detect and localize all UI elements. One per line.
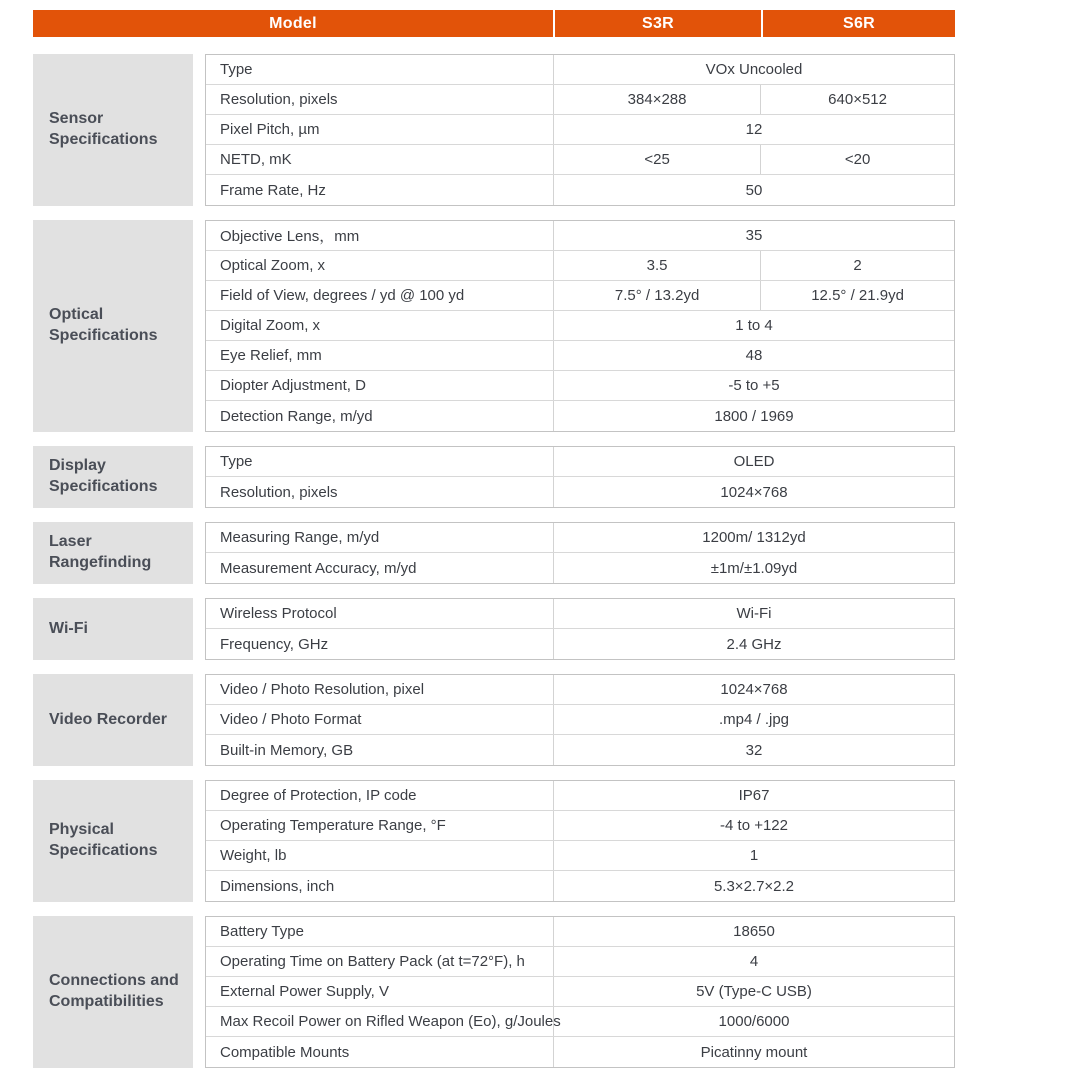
spec-value-both: 4 bbox=[749, 953, 759, 970]
spec-value-both: Wi-Fi bbox=[736, 605, 772, 622]
spec-label: Wireless Protocol bbox=[206, 599, 554, 628]
spec-label: Eye Relief, mm bbox=[206, 341, 554, 370]
spec-row bbox=[206, 675, 954, 705]
spec-label: Video / Photo Format bbox=[206, 705, 554, 734]
spec-label: Max Recoil Power on Rifled Weapon (Eo), g/Joules bbox=[206, 1007, 554, 1036]
spec-value-both: -4 to +122 bbox=[720, 817, 788, 834]
section-title: Display Specifications bbox=[33, 446, 193, 508]
spec-row bbox=[206, 311, 954, 341]
spec-values bbox=[554, 311, 954, 340]
spec-row bbox=[206, 85, 954, 115]
spec-values bbox=[554, 781, 954, 810]
spec-value-both: 18650 bbox=[733, 923, 775, 940]
spec-label: Detection Range, m/yd bbox=[206, 401, 554, 431]
spec-value-both: IP67 bbox=[738, 787, 770, 804]
spec-label: Frequency, GHz bbox=[206, 629, 554, 659]
section-title: Sensor Specifications bbox=[33, 54, 193, 206]
spec-value-both: 5V (Type-C USB) bbox=[696, 983, 812, 1000]
header-model-cell: Model bbox=[269, 14, 317, 32]
spec-row bbox=[206, 553, 954, 583]
spec-value-s3r: <25 bbox=[554, 145, 761, 174]
spec-row bbox=[206, 977, 954, 1007]
spec-values bbox=[554, 871, 954, 901]
spec-value-s6r: 12.5° / 21.9yd bbox=[811, 287, 904, 304]
spec-row bbox=[206, 1037, 954, 1067]
spec-row bbox=[206, 251, 954, 281]
spec-values bbox=[554, 401, 954, 431]
spec-label: External Power Supply, V bbox=[206, 977, 554, 1006]
spec-value-both: ±1m/±1.09yd bbox=[710, 559, 798, 577]
section-title: Laser Rangefinding bbox=[33, 522, 193, 584]
spec-row bbox=[206, 371, 954, 401]
spec-value-both: 35 bbox=[745, 227, 763, 244]
spec-row bbox=[206, 947, 954, 977]
spec-row bbox=[206, 735, 954, 765]
spec-values bbox=[554, 629, 954, 659]
spec-value-both: 48 bbox=[745, 347, 763, 364]
spec-row bbox=[206, 599, 954, 629]
spec-label: Resolution, pixels bbox=[206, 85, 554, 114]
spec-label: Degree of Protection, IP code bbox=[206, 781, 554, 810]
spec-values bbox=[554, 675, 954, 704]
spec-values bbox=[554, 735, 954, 765]
section-title: Video Recorder bbox=[33, 674, 193, 766]
spec-value-both: 50 bbox=[745, 181, 763, 199]
spec-row bbox=[206, 705, 954, 735]
spec-value-both: 1024×768 bbox=[720, 483, 788, 501]
spec-row bbox=[206, 281, 954, 311]
spec-label: Compatible Mounts bbox=[206, 1037, 554, 1067]
spec-label: Diopter Adjustment, D bbox=[206, 371, 554, 400]
spec-row bbox=[206, 115, 954, 145]
spec-value-both: .mp4 / .jpg bbox=[718, 711, 790, 728]
section-title: Optical Specifications bbox=[33, 220, 193, 432]
spec-values bbox=[554, 145, 954, 174]
spec-label: Objective Lens，mm bbox=[206, 221, 554, 250]
spec-values bbox=[554, 523, 954, 552]
spec-sections bbox=[33, 54, 955, 1068]
spec-values bbox=[554, 705, 954, 734]
spec-value-both: 1800 / 1969 bbox=[714, 407, 794, 425]
spec-comparison-table bbox=[33, 10, 955, 1082]
spec-row bbox=[206, 871, 954, 901]
spec-values bbox=[554, 553, 954, 583]
spec-values bbox=[554, 447, 954, 476]
header-s3r-cell: S3R bbox=[553, 10, 761, 37]
spec-value-both: -5 to +5 bbox=[728, 377, 780, 394]
section-connections-and-compatibilities bbox=[33, 916, 955, 1068]
spec-values bbox=[554, 477, 954, 507]
spec-row bbox=[206, 1007, 954, 1037]
spec-value-both: 1 to 4 bbox=[735, 317, 773, 334]
spec-label: Operating Temperature Range, °F bbox=[206, 811, 554, 840]
section-rows bbox=[205, 54, 955, 206]
spec-label: Type bbox=[206, 55, 554, 84]
section-rows bbox=[205, 220, 955, 432]
spec-label: Pixel Pitch, µm bbox=[206, 115, 554, 144]
spec-values bbox=[554, 221, 954, 250]
spec-value-s3r: 3.5 bbox=[554, 251, 761, 280]
spec-label: Measuring Range, m/yd bbox=[206, 523, 554, 552]
header-s6r-cell: S6R bbox=[761, 10, 955, 37]
section-optical-specifications bbox=[33, 220, 955, 432]
table-header-row bbox=[33, 10, 955, 37]
spec-label: Type bbox=[206, 447, 554, 476]
spec-values bbox=[554, 917, 954, 946]
spec-values bbox=[554, 599, 954, 628]
spec-row bbox=[206, 401, 954, 431]
spec-row bbox=[206, 841, 954, 871]
spec-value-both: 1024×768 bbox=[720, 681, 788, 698]
spec-value-s6r: 640×512 bbox=[828, 91, 887, 108]
spec-label: Measurement Accuracy, m/yd bbox=[206, 553, 554, 583]
spec-label: Resolution, pixels bbox=[206, 477, 554, 507]
section-title: Physical Specifications bbox=[33, 780, 193, 902]
section-video-recorder bbox=[33, 674, 955, 766]
spec-label: Operating Time on Battery Pack (at t=72°F), h bbox=[206, 947, 554, 976]
spec-values bbox=[554, 175, 954, 205]
spec-values bbox=[554, 841, 954, 870]
section-sensor-specifications bbox=[33, 54, 955, 206]
spec-values bbox=[554, 947, 954, 976]
spec-row bbox=[206, 917, 954, 947]
spec-values bbox=[554, 115, 954, 144]
section-rows bbox=[205, 446, 955, 508]
spec-row bbox=[206, 341, 954, 371]
spec-row bbox=[206, 523, 954, 553]
spec-row bbox=[206, 629, 954, 659]
spec-label: NETD, mK bbox=[206, 145, 554, 174]
spec-value-both: 1000/6000 bbox=[718, 1013, 790, 1030]
section-title: Connections and Compatibilities bbox=[33, 916, 193, 1068]
spec-value-both: 12 bbox=[745, 121, 763, 138]
spec-label: Frame Rate, Hz bbox=[206, 175, 554, 205]
spec-value-s3r: 7.5° / 13.2yd bbox=[554, 281, 761, 310]
spec-label: Built-in Memory, GB bbox=[206, 735, 554, 765]
section-wi-fi bbox=[33, 598, 955, 660]
spec-label: Dimensions, inch bbox=[206, 871, 554, 901]
spec-label: Optical Zoom, x bbox=[206, 251, 554, 280]
spec-values bbox=[554, 341, 954, 370]
spec-values bbox=[554, 55, 954, 84]
spec-values bbox=[554, 977, 954, 1006]
spec-row bbox=[206, 781, 954, 811]
spec-values bbox=[554, 251, 954, 280]
spec-value-both: 1 bbox=[749, 847, 759, 864]
spec-label: Digital Zoom, x bbox=[206, 311, 554, 340]
spec-value-both: 1200m/ 1312yd bbox=[702, 529, 806, 546]
spec-value-both: OLED bbox=[733, 453, 775, 470]
section-title: Wi-Fi bbox=[33, 598, 193, 660]
section-laser-rangefinding bbox=[33, 522, 955, 584]
spec-row bbox=[206, 811, 954, 841]
spec-label: Weight, lb bbox=[206, 841, 554, 870]
section-rows bbox=[205, 522, 955, 584]
spec-row bbox=[206, 175, 954, 205]
spec-values bbox=[554, 1037, 954, 1067]
spec-label: Video / Photo Resolution, pixel bbox=[206, 675, 554, 704]
section-rows bbox=[205, 916, 955, 1068]
section-rows bbox=[205, 674, 955, 766]
section-rows bbox=[205, 780, 955, 902]
spec-value-s6r: <20 bbox=[844, 151, 871, 168]
spec-label: Battery Type bbox=[206, 917, 554, 946]
spec-row bbox=[206, 55, 954, 85]
section-display-specifications bbox=[33, 446, 955, 508]
section-rows bbox=[205, 598, 955, 660]
spec-row bbox=[206, 221, 954, 251]
spec-value-both: Picatinny mount bbox=[700, 1043, 808, 1061]
section-physical-specifications bbox=[33, 780, 955, 902]
spec-values bbox=[554, 281, 954, 310]
spec-row bbox=[206, 447, 954, 477]
spec-value-both: 2.4 GHz bbox=[726, 635, 782, 653]
spec-value-s6r: 2 bbox=[853, 257, 862, 274]
spec-label: Field of View, degrees / yd @ 100 yd bbox=[206, 281, 554, 310]
spec-row bbox=[206, 477, 954, 507]
spec-values bbox=[554, 811, 954, 840]
spec-values bbox=[554, 85, 954, 114]
spec-values bbox=[554, 371, 954, 400]
spec-value-both: VOx Uncooled bbox=[705, 61, 803, 78]
spec-row bbox=[206, 145, 954, 175]
spec-value-both: 32 bbox=[745, 741, 763, 759]
spec-value-both: 5.3×2.7×2.2 bbox=[713, 877, 795, 895]
spec-values bbox=[554, 1007, 954, 1036]
spec-value-s3r: 384×288 bbox=[554, 85, 761, 114]
